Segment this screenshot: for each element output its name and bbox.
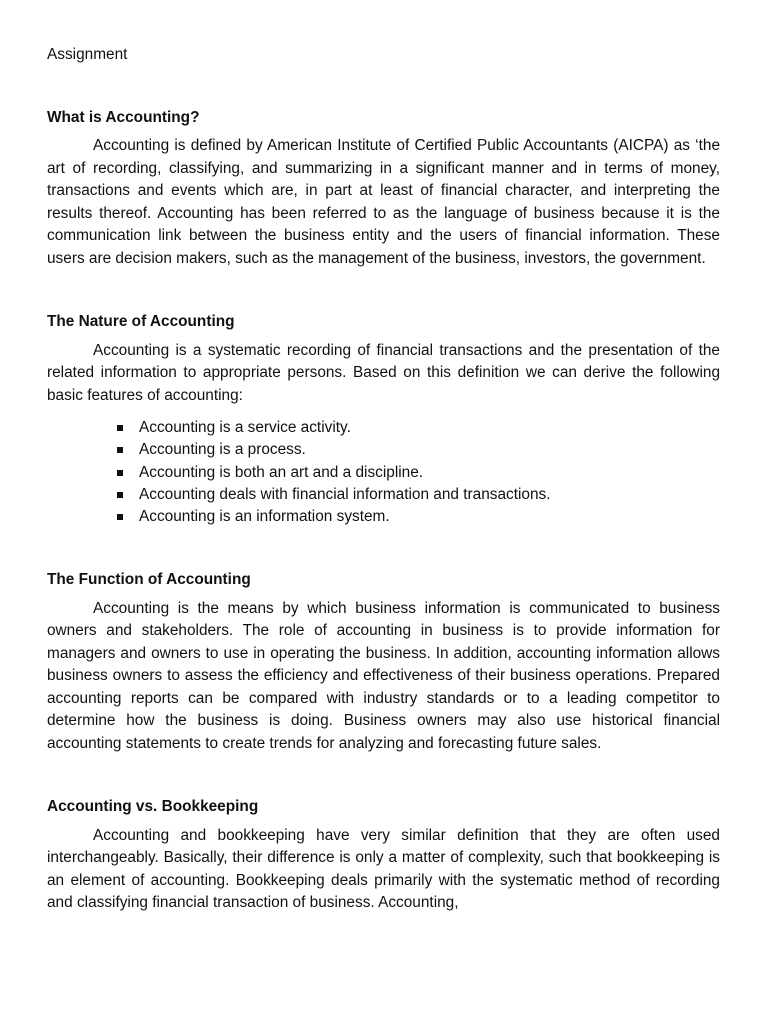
section-heading: The Function of Accounting xyxy=(47,571,251,589)
section-paragraph: Accounting is the means by which business information is communicated to business owners and stakeholders. The role of accounting in business is to provide information for managers and owners to use in operating the business. In addition, accounting information allows business owners to assess the efficiency and effectiveness of their business operations. Prepared accounting reports can be compared with industry standards or to a leading competitor to determine how the business is doing. Business owners may also use historical financial accounting statements to create trends for analyzing and forecasting future sales. xyxy=(47,599,720,752)
list-item-text: Accounting is both an art and a discipline. xyxy=(139,463,424,481)
list-item-text: Accounting is an information system. xyxy=(139,508,390,526)
square-bullet-icon xyxy=(117,470,123,476)
square-bullet-icon xyxy=(117,425,123,431)
section-paragraph: Accounting is defined by American Institute of Certified Public Accountants (AICPA) as ‘the art of recording, classifying, and summarizing in a significant manner and in terms of money, transactions and events which are, in part at least of financial character, and interpreting the results thereof. Accounting has been referred to as the language of business because it is the communication link between the business entity and the users of financial information. These users are decision makers, such as the management of the business, investors, the government. xyxy=(47,137,720,267)
section-paragraph: Accounting is a systematic recording of financial transactions and the presentation of the related information to appropriate persons. Based on this definition we can derive the following basic features of accounting: xyxy=(47,341,720,404)
section-heading: What is Accounting? xyxy=(47,108,200,126)
square-bullet-icon xyxy=(117,492,123,498)
list-item xyxy=(117,484,720,506)
features-list xyxy=(47,417,720,528)
section-heading: Accounting vs. Bookkeeping xyxy=(47,798,259,816)
section-heading: The Nature of Accounting xyxy=(47,313,235,330)
list-item xyxy=(117,462,720,484)
document-title: Assignment xyxy=(47,46,128,63)
section-paragraph: Accounting and bookkeeping have very similar definition that they are often used interchangeably. Basically, their difference is only a matter of complexity, such that bookkeeping is an element of accounting. Bookkeeping deals primarily with the systematic method of recording and classifying financial transaction of business. Accounting, xyxy=(47,826,720,912)
section-what-is-accounting xyxy=(47,107,720,271)
square-bullet-icon xyxy=(117,447,123,453)
section-function-of-accounting xyxy=(47,569,720,755)
list-item-text: Accounting is a process. xyxy=(139,441,306,459)
list-item-text: Accounting is a service activity. xyxy=(139,419,351,436)
list-item xyxy=(117,439,720,461)
section-accounting-vs-bookkeeping xyxy=(47,796,720,915)
list-item-text: Accounting deals with financial information and transactions. xyxy=(139,485,551,503)
list-item xyxy=(117,417,720,439)
list-item xyxy=(117,506,720,528)
square-bullet-icon xyxy=(117,514,123,520)
section-nature-of-accounting xyxy=(47,311,720,528)
